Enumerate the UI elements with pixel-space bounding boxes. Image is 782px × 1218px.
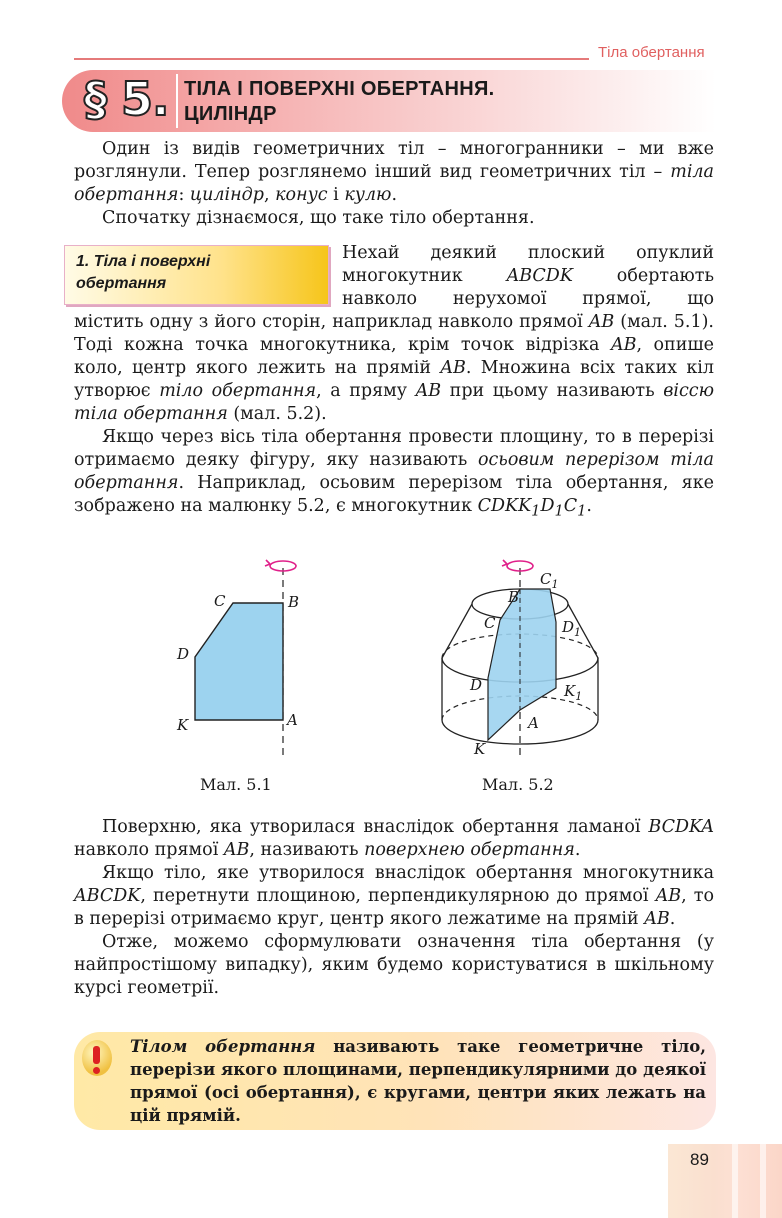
section-number: § 5. bbox=[84, 72, 169, 126]
corner-stripe bbox=[760, 1144, 766, 1218]
body1 bbox=[74, 311, 714, 426]
body3-paragraph-2: Якщо тіло, яке утворилося внаслідок обертання многокутника ABCDK, перетнути площиною, перпендикулярною до прямої AB, то в перерізі отримаємо круг, центр якого лежатиме на прямій AB. bbox=[74, 863, 715, 929]
label-k: K bbox=[177, 716, 189, 734]
figure-5-2 bbox=[430, 550, 630, 769]
label-a: A bbox=[287, 711, 298, 729]
body1-line-3: навколо нерухомої прямої, що bbox=[342, 289, 714, 309]
label-c: C bbox=[484, 614, 496, 632]
body3 bbox=[74, 816, 714, 1000]
intro bbox=[74, 138, 714, 230]
subsection-heading bbox=[76, 251, 210, 295]
label-d: D bbox=[470, 676, 483, 694]
running-header: Тіла обертання bbox=[598, 44, 705, 61]
label-k1: $K_1$ bbox=[564, 682, 583, 703]
label-a: A bbox=[528, 714, 539, 732]
body1-wrap bbox=[342, 242, 714, 311]
intro-paragraph-2: Спочатку дізнаємося, що таке тіло обертання. bbox=[102, 208, 535, 228]
label-d: D bbox=[177, 645, 190, 663]
caption-5-2: Мал. 5.2 bbox=[482, 775, 554, 794]
body1-line-2: многокутник ABCDK обертають bbox=[342, 266, 714, 286]
title-separator bbox=[176, 74, 178, 128]
header-rule bbox=[74, 58, 589, 60]
intro-paragraph-1: Один із видів геометричних тіл – многогранники – ми вже розглянули. Тепер розглянемо інший вид геометричних тіл – тіла обертання: циліндр, конус і кулю. bbox=[74, 139, 714, 205]
label-k: K bbox=[474, 740, 486, 758]
body3-paragraph-1: Поверхню, яка утворилася внаслідок обертання ламаної BCDKA навколо прямої AB, називають поверхнею обертання. bbox=[74, 817, 714, 860]
page-number: 89 bbox=[690, 1150, 709, 1169]
body1-paragraph: містить одну з його сторін, наприклад навколо прямої AB (мал. 5.1). Тоді кожна точка многокутника, крім точок відрізка AB, опише коло, центр якого лежить на прямій AB. Множина всіх таких кіл утворює тіло обертання, а пряму AB при цьому називають віссю тіла обертання (мал. 5.2). bbox=[74, 312, 714, 424]
body1-line-1: Нехай деякий плоский опуклий bbox=[342, 243, 714, 263]
caption-5-1: Мал. 5.1 bbox=[200, 775, 272, 794]
definition-text bbox=[130, 1035, 706, 1127]
title-line-1: ТІЛА І ПОВЕРХНІ ОБЕРТАННЯ. bbox=[184, 78, 495, 100]
subsection-line-2: обертання bbox=[76, 275, 167, 292]
body3-paragraph-3: Отже, можемо сформулювати означення тіла обертання (у найпростішому випадку), яким будемо користуватися в шкільному курсі геометрії. bbox=[74, 932, 714, 998]
label-c1: $C_1$ bbox=[540, 570, 559, 591]
label-c: C bbox=[214, 592, 226, 610]
title-line-2: ЦИЛІНДР bbox=[184, 103, 277, 125]
definition-body: називають таке геометричне тіло, перерізи якого площинами, перпендикулярними до деякої прямої (осі обертання), є кругами, центри яких лежать на цій прямій. bbox=[130, 1037, 706, 1125]
exclamation-bar bbox=[93, 1046, 100, 1064]
label-b: B bbox=[508, 588, 520, 606]
corner-stripe bbox=[732, 1144, 738, 1218]
label-d1: $D_1$ bbox=[562, 618, 582, 639]
definition-term: Тілом обертання bbox=[130, 1037, 316, 1056]
figure-5-1 bbox=[160, 550, 320, 769]
subsection-line-1: 1. Тіла і поверхні bbox=[76, 253, 211, 270]
exclamation-dot bbox=[93, 1067, 100, 1074]
label-b: B bbox=[288, 593, 300, 611]
body2-paragraph: Якщо через вісь тіла обертання провести площину, то в перерізі отримаємо деяку фігуру, яку називають осьовим перерізом тіла обертання. Наприклад, осьовим перерізом тіла обертання, яке зображено на малюнку 5.2, є многокутник $CDKK_1D_1C_1$. bbox=[74, 427, 714, 520]
section-title bbox=[184, 77, 494, 127]
body2 bbox=[74, 426, 714, 523]
